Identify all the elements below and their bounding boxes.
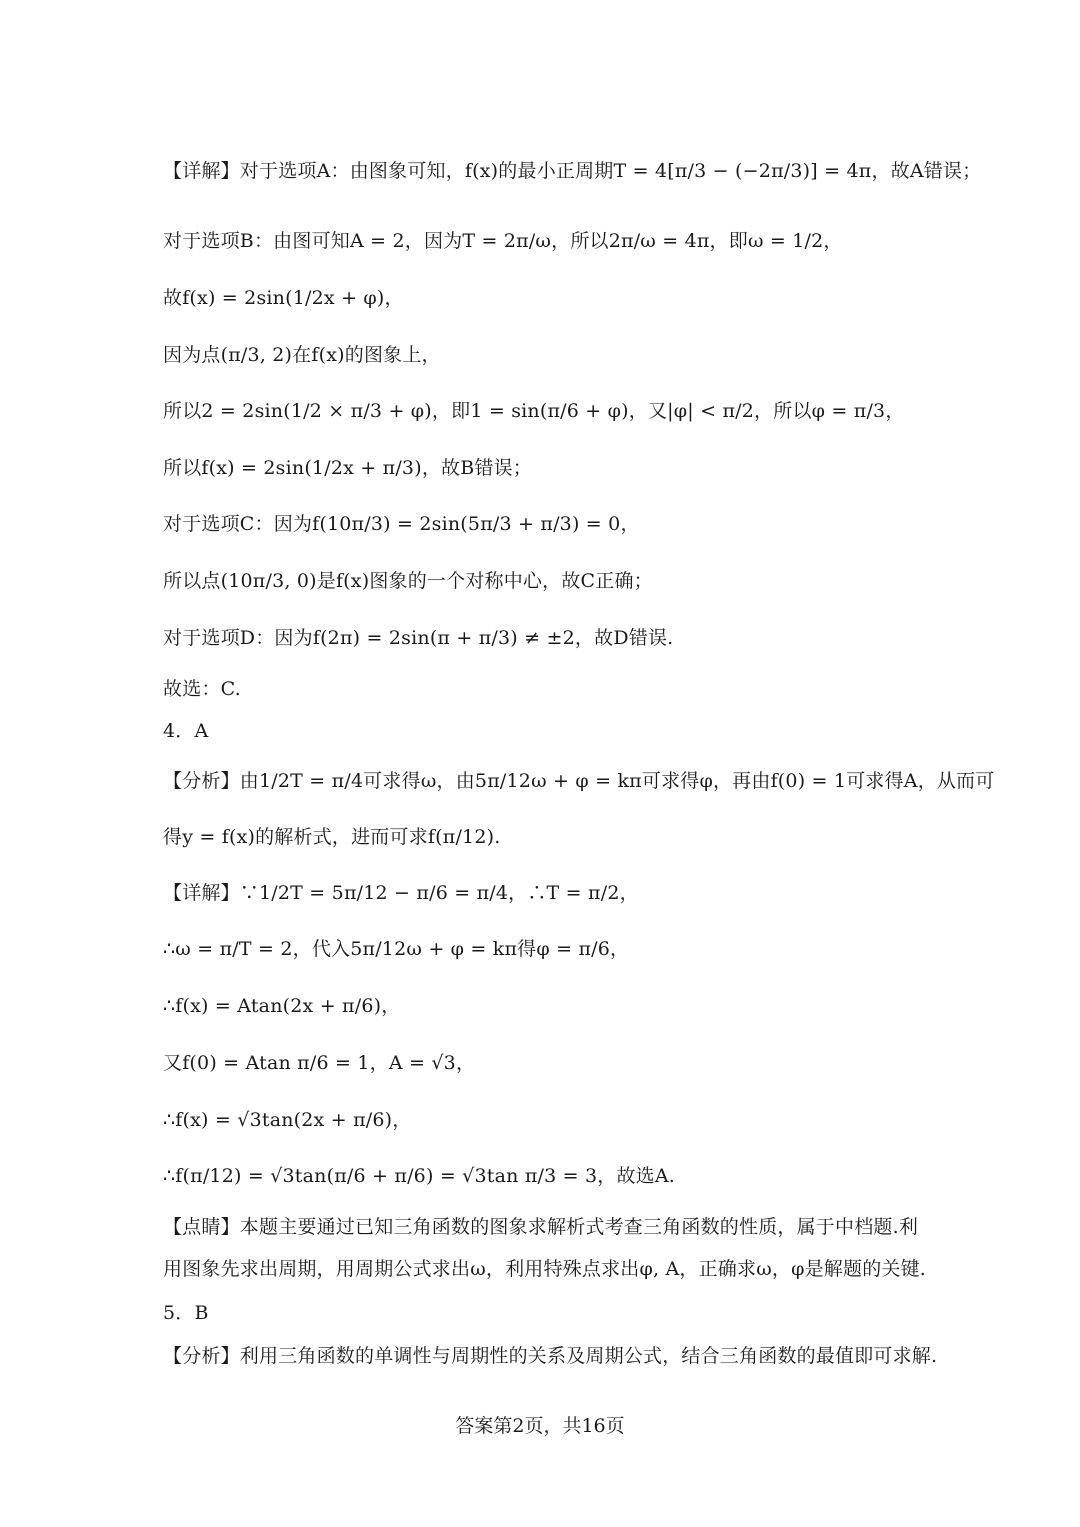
analysis-4-line-2: 得y = f(x)的解析式，进而可求f(π/12). (163, 826, 501, 848)
function-form-line: 故f(x) = 2sin(1/2x + φ)， (163, 287, 404, 309)
detail-option-a-line: 【详解】对于选项A：由图象可知，f(x)的最小正周期T = 4[π/3 − (−2π/3)] = 4π，故A错误； (163, 160, 982, 182)
option-d-line: 对于选项D：因为f(2π) = 2sin(π + π/3) ≠ ±2，故D错误. (163, 627, 674, 649)
detail-4-line-2: ∴ω = π/T = 2，代入5π/12ω + φ = kπ得φ = π/6， (163, 938, 630, 960)
detail-option-b-line: 对于选项B：由图可知A = 2，因为T = 2π/ω，所以2π/ω = 4π，即ω = 1/2， (163, 230, 843, 252)
analysis-5-line-1: 【分析】利用三角函数的单调性与周期性的关系及周期公式，结合三角函数的最值即可求解. (163, 1345, 938, 1367)
detail-4-line-5: ∴f(x) = √3tan(2x + π/6)， (163, 1109, 412, 1131)
question-4-heading: 4．A (163, 720, 209, 742)
symmetry-center-line: 所以点(10π/3, 0)是f(x)图象的一个对称中心，故C正确； (163, 570, 653, 592)
answer-choice-line: 故选：C. (163, 678, 241, 700)
analysis-4-line-1: 【分析】由1/2T = π/4可求得ω，由5π/12ω + φ = kπ可求得φ，再由f(0) = 1可求得A，从而可 (163, 770, 995, 792)
function-result-line: 所以f(x) = 2sin(1/2x + π/3)，故B错误； (163, 457, 532, 479)
detail-4-line-1: 【详解】∵1/2T = 5π/12 − π/6 = π/4，∴T = π/2， (163, 882, 639, 904)
question-5-heading: 5．B (163, 1302, 209, 1324)
point-on-graph-line: 因为点(π/3, 2)在f(x)的图象上， (163, 344, 441, 366)
detail-4-line-4: 又f(0) = Atan π/6 = 1，A = √3， (163, 1052, 476, 1074)
comment-4-line-1: 【点睛】本题主要通过已知三角函数的图象求解析式考查三角函数的性质，属于中档题.利 (163, 1216, 919, 1238)
detail-4-line-6: ∴f(π/12) = √3tan(π/6 + π/6) = √3tan π/3 = 3，故选A. (163, 1165, 676, 1187)
detail-4-line-3: ∴f(x) = Atan(2x + π/6)， (163, 995, 401, 1017)
page-footer: 答案第2页，共16页 (455, 1415, 625, 1437)
solve-phi-line: 所以2 = 2sin(1/2 × π/3 + φ)，即1 = sin(π/6 + φ)，又|φ| < π/2，所以φ = π/3， (163, 400, 905, 422)
option-c-line: 对于选项C：因为f(10π/3) = 2sin(5π/3 + π/3) = 0， (163, 513, 640, 535)
comment-4-line-2: 用图象先求出周期，用周期公式求出ω，利用特殊点求出φ, A，正确求ω，φ是解题的关键. (163, 1258, 927, 1280)
